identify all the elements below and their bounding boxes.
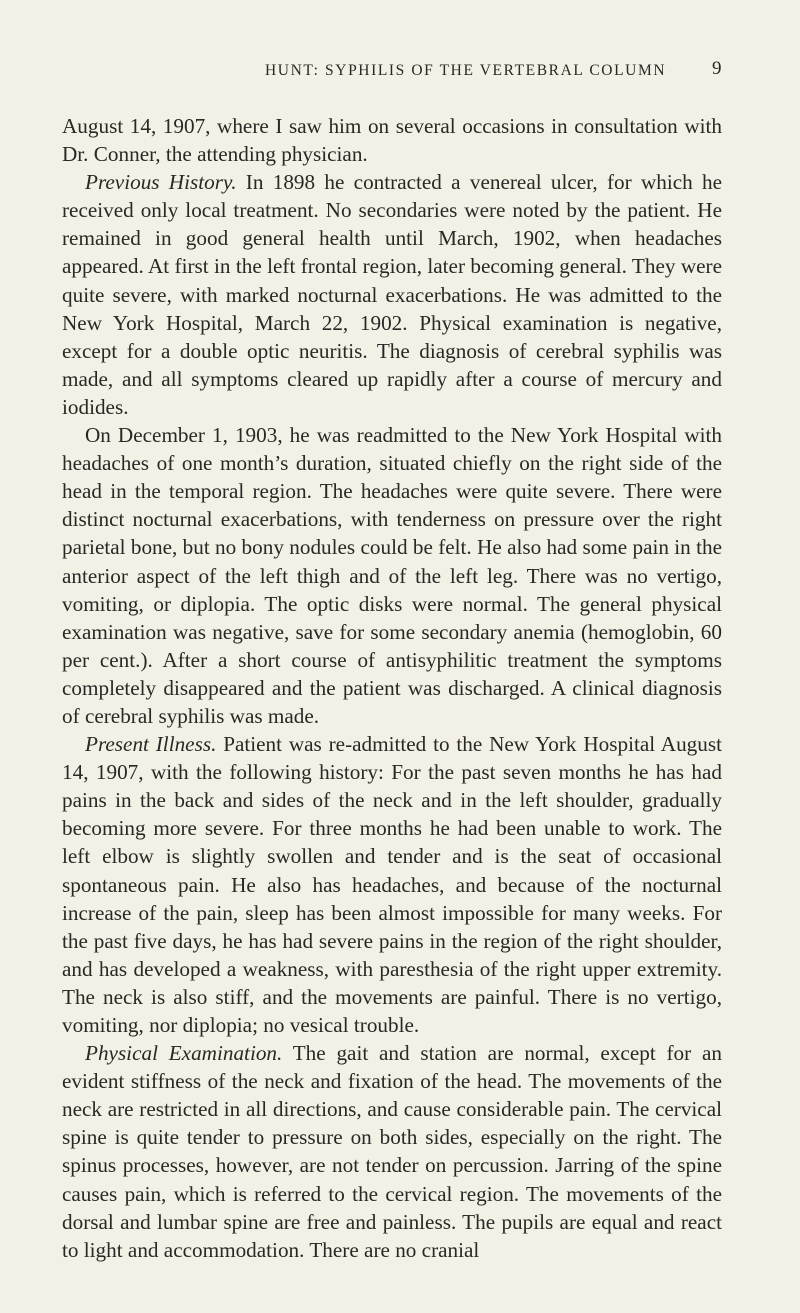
paragraph-text: August 14, 1907, where I saw him on several occasions in consultation with Dr. Conner, the attending physician.	[62, 114, 722, 167]
paragraph-text: The gait and station are normal, except for an evident stiffness of the neck and fixation of the head. The movements of the neck are restricted in all directions, and cause considerable pain. The cervical spine is quite tender to pressure on both sides, especially on the right. The spinus processes, however, are not tender on percussion. Jarring of the spine causes pain, which is referred to the cervical region. The movements of the dorsal and lumbar spine are free and painless. The pupils are equal and react to light and accommodation. There are no cranial	[62, 1041, 722, 1262]
paragraph-previous-history	[62, 168, 722, 421]
paragraph-present-illness	[62, 730, 722, 1039]
paragraph-continuation	[62, 112, 722, 168]
paragraph-readmission-1903	[62, 421, 722, 730]
running-head	[0, 58, 800, 92]
paragraph-text: Patient was re-admitted to the New York Hospital August 14, 1907, with the following history: For the past seven months he has had pains in the back and sides of the neck and in the left shoulder, gradually becoming more severe. For three months he had been unable to work. The left elbow is slightly swollen and tender and is the seat of occasional spontaneous pain. He also has headaches, and because of the nocturnal increase of the pain, sleep has been almost impossible for many weeks. For the past five days, he has had severe pains in the region of the right shoulder, and has developed a weakness, with paresthesia of the right upper extremity. The neck is also stiff, and the movements are painful. There is no vertigo, vomiting, nor diplopia; no vesical trouble.	[62, 732, 722, 1037]
paragraph-text: In 1898 he contracted a venereal ulcer, for which he received only local treatment. No secondaries were noted by the patient. He remained in good general health until March, 1902, when headaches appeared. At first in the left frontal region, later becoming general. They were quite severe, with marked nocturnal exacerbations. He was admitted to the New York Hospital, March 22, 1902. Physical examination is negative, except for a double optic neuritis. The diagnosis of cerebral syphilis was made, and all symptoms cleared up rapidly after a course of mercury and iodides.	[62, 170, 723, 419]
paragraph-text: On December 1, 1903, he was readmitted to the New York Hospital with headaches of one month’s duration, situated chiefly on the right side of the head in the temporal region. The headaches were quite severe. There were distinct nocturnal exacerbations, with tenderness on pressure over the right parietal bone, but no bony nodules could be felt. He also had some pain in the anterior aspect of the left thigh and of the left leg. There was no vertigo, vomiting, or diplopia. The optic disks were normal. The general physical examination was negative, save for some secondary anemia (hemoglobin, 60 per cent.). After a short course of antisyphilitic treatment the symptoms completely disappeared and the patient was discharged. A clinical diagnosis of cerebral syphilis was made.	[62, 423, 722, 728]
paragraph-physical-examination	[62, 1039, 722, 1264]
running-title: HUNT: SYPHILIS OF THE VERTEBRAL COLUMN	[265, 62, 667, 79]
section-heading-physical-examination: Physical Examination.	[85, 1041, 283, 1066]
body-text	[62, 112, 722, 1264]
section-heading-present-illness: Present Illness.	[85, 732, 217, 757]
page-number: 9	[712, 58, 722, 79]
section-heading-previous-history: Previous History.	[85, 170, 237, 195]
